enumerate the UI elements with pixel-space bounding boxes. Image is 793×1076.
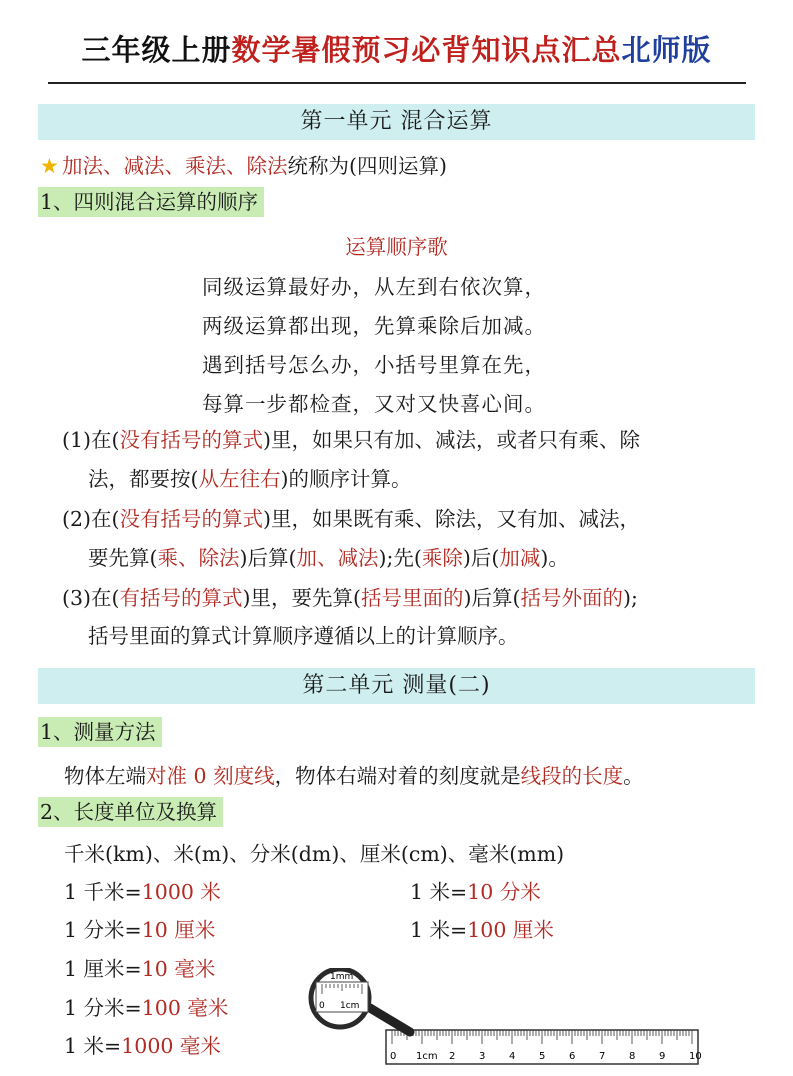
title-edition: 北师版 [621,33,712,67]
ruler-zero-label: 0 [390,1051,397,1062]
ruler-number: 4 [509,1051,516,1062]
rule-2: (2)在(没有括号的算式)里，如果既有乘、除法，又有加、减法， [62,507,641,531]
mag-mm-label: 1mm [330,972,354,982]
unit1-intro [40,152,447,180]
magnifier-handle [370,1008,410,1032]
measure-method: 物体左端对准 0 刻度线，物体右端对着的刻度就是线段的长度。 [64,764,644,788]
conversion: 1 分米=100 毫米 [64,996,229,1020]
section-heading [38,188,264,216]
ruler-number: 2 [449,1051,456,1062]
ruler-number: 10 [689,1051,702,1062]
mag-zero-label: 0 [319,1001,325,1011]
conversion: 1 千米=1000 米 [64,880,221,904]
unit1-heading: 第一单元 混合运算 [38,104,755,140]
rule-1: (1)在(没有括号的算式)里，如果只有加、减法，或者只有乘、除 [62,428,641,452]
rule-2-cont: 要先算(乘、除法)后算(加、减法);先(乘除)后(加减)。 [88,546,569,570]
section-heading [38,798,223,826]
ruler-cm-label: 1cm [416,1051,438,1062]
conversion: 1 分米=10 厘米 [64,918,216,942]
section-label: 1、四则混合运算的顺序 [38,187,264,217]
ruler-number: 9 [659,1051,666,1062]
rule-3: (3)在(有括号的算式)里，要先算(括号里面的)后算(括号外面的); [62,586,638,610]
page-title [0,28,793,69]
poem-title: 运算顺序歌 [345,235,448,259]
conversion: 1 米=1000 毫米 [64,1034,221,1058]
title-main: 数学暑假预习必背知识点汇总 [231,33,622,67]
ruler-number: 7 [599,1051,606,1062]
ruler-illustration [300,968,710,1072]
title-divider [48,82,746,84]
section-label: 2、长度单位及换算 [38,797,223,827]
rule-1-cont: 法，都要按(从左往右)的顺序计算。 [88,467,412,491]
ruler-number: 8 [629,1051,636,1062]
intro-operations: 加法、减法、乘法、除法 [62,154,288,178]
mag-cm-label: 1cm [340,1001,360,1011]
ruler-number: 5 [539,1051,546,1062]
section-label: 1、测量方法 [38,717,162,747]
ruler-icon [300,968,710,1072]
ruler-number: 3 [479,1051,486,1062]
unit2-heading: 第二单元 测量(二) [38,668,755,704]
conversion: 1 米=10 分米 [410,880,541,904]
conversion: 1 厘米=10 毫米 [64,957,216,981]
poem-line: 两级运算都出现，先算乘除后加减。 [202,314,546,338]
section-heading [38,718,162,746]
poem-line: 遇到括号怎么办，小括号里算在先， [202,353,546,377]
poem-line: 每算一步都检查，又对又快喜心间。 [202,392,546,416]
rule-3-cont: 括号里面的算式计算顺序遵循以上的计算顺序。 [88,624,519,648]
intro-text: 统称为(四则运算) [287,154,447,178]
ruler-number: 6 [569,1051,576,1062]
star-icon: ★ [40,154,59,178]
unit-list: 千米(km)、米(m)、分米(dm)、厘米(cm)、毫米(mm) [64,842,565,866]
poem-line: 同级运算最好办，从左到右依次算， [202,275,546,299]
title-grade: 三年级上册 [81,33,232,67]
conversion: 1 米=100 厘米 [410,918,554,942]
